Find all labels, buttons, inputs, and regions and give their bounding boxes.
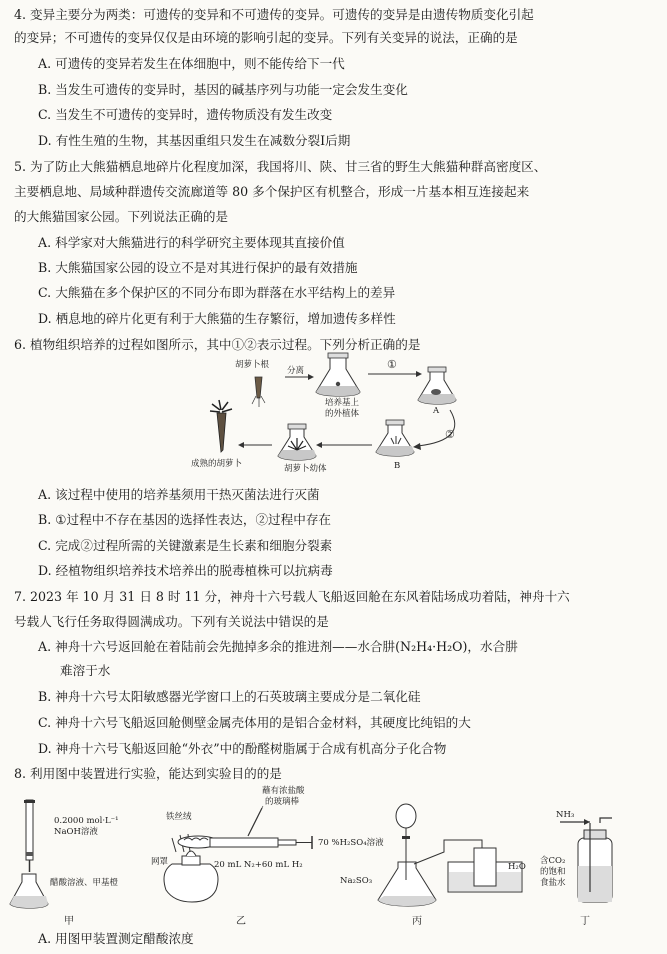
- q7-option-d: D. 神舟十六号飞船返回舱“外衣”中的酚醛树脂属于合成有机高分子化合物: [38, 741, 447, 756]
- jia-label-acetic: 醋酸溶液、甲基橙: [50, 878, 119, 888]
- q7-stem-line-2: 号载人飞行任务取得圆满成功。下列有关说法中错误的是: [14, 614, 329, 629]
- ding-label-nh3: NH₃: [556, 810, 575, 820]
- q4-option-b: B. 当发生可遗传的变异时，基因的碱基序列与功能一定会发生变化: [38, 82, 408, 97]
- ding-label-saturated: 的饱和: [540, 867, 566, 877]
- root-label: 胡萝卜根: [235, 360, 270, 370]
- q6-stem: 6. 植物组织培养的过程如图所示，其中①②表示过程。下列分析正确的是: [14, 337, 421, 352]
- bing-label-acid: 70 %H₂SO₄溶液: [318, 838, 384, 848]
- explant-label-1: 培养基上: [325, 398, 360, 408]
- q4-option-d: D. 有性生殖的生物，其基因重组只发生在减数分裂Ⅰ后期: [38, 133, 351, 148]
- bing-label-sulfite: Na₂SO₃: [340, 876, 373, 886]
- q4-option-a: A. 可遗传的变异若发生在体细胞中，则不能传给下一代: [38, 56, 345, 71]
- yi-label-iron-wool: 铁丝绒: [166, 812, 192, 822]
- q4-stem-line-1: 4. 变异主要分为两类：可遗传的变异和不可遗传的变异。可遗传的变异是由遗传物质变化引起: [14, 7, 534, 22]
- q4-stem-line-2: 的变异；不可遗传的变异仅仅是由环境的影响引起的变异。下列有关变异的说法，正确的是: [14, 30, 518, 45]
- q6-option-a: A. 该过程中使用的培养基须用干热灭菌法进行灭菌: [38, 487, 320, 502]
- q7-option-a-cont: 难溶于水: [60, 663, 111, 678]
- q7-option-a: A. 神舟十六号返回舱在着陆前会先抛掉多余的推进剂——水合肼(N₂H₄·H₂O)，水合肼: [38, 639, 518, 654]
- q8-option-a: A. 用图甲装置测定醋酸浓度: [38, 931, 194, 946]
- q5-option-a: A. 科学家对大熊猫进行的科学研究主要体现其直接价值: [38, 235, 345, 250]
- caption-ding: 丁: [580, 916, 590, 927]
- explant-label-2: 的外植体: [325, 409, 360, 419]
- step2-marker: ②: [445, 428, 455, 441]
- q5-stem-line-1: 5. 为了防止大熊猫栖息地碎片化程度加深，我国将川、陕、甘三省的野生大熊猫种群高密度区、: [14, 159, 547, 174]
- bing-label-water: H₂O: [508, 862, 526, 872]
- q6-option-b: B. ①过程中不存在基因的选择性表达，②过程中存在: [38, 512, 332, 527]
- q6-option-c: C. 完成②过程所需的关键激素是生长素和细胞分裂素: [38, 538, 333, 553]
- q7-stem-line-1: 7. 2023 年 10 月 31 日 8 时 11 分，神舟十六号载人飞船返回舱在东风着陆场成功着陆，神舟十六: [14, 589, 570, 604]
- q6-option-d: D. 经植物组织培养技术培养出的脱毒植株可以抗病毒: [38, 563, 333, 578]
- ding-label-co2: 含CO₂: [540, 856, 566, 866]
- caption-bing: 丙: [412, 916, 422, 927]
- jia-label-conc: 0.2000 mol·L⁻¹: [54, 816, 119, 826]
- q7-option-b: B. 神舟十六号太阳敏感器光学窗口上的石英玻璃主要成分是二氧化硅: [38, 689, 421, 704]
- q5-stem-line-3: 的大熊猫国家公园。下列说法正确的是: [14, 209, 229, 224]
- q5-stem-line-2: 主要栖息地、局域种群遗传交流廊道等 80 多个保护区有机整合，形成一片基本相互连接起来: [14, 184, 530, 199]
- yi-label-hcl-2: 的玻璃棒: [265, 797, 300, 807]
- yi-label-gas: 20 mL N₂+60 mL H₂: [214, 860, 303, 870]
- q8-stem: 8. 利用图中装置进行实验，能达到实验目的的是: [14, 766, 282, 781]
- yi-label-mesh: 网罩: [151, 857, 169, 867]
- q5-option-d: D. 栖息地的碎片化更有利于大熊猫的生存繁衍，增加遗传多样性: [38, 311, 396, 326]
- yi-label-hcl-1: 蘸有浓盐酸: [262, 786, 305, 796]
- q5-option-b: B. 大熊猫国家公园的设立不是对其进行保护的最有效措施: [38, 260, 358, 275]
- q5-option-c: C. 大熊猫在多个保护区的不同分布即为群落在水平结构上的差异: [38, 285, 396, 300]
- seedling-label: 胡萝卜幼体: [284, 464, 327, 474]
- step1-marker: ①: [387, 358, 397, 371]
- mature-carrot-label: 成熟的胡萝卜: [191, 459, 243, 469]
- caption-jia: 甲: [64, 916, 74, 927]
- q4-option-c: C. 当发生不可遗传的变异时，遗传物质没有发生改变: [38, 107, 333, 122]
- caption-yi: 乙: [236, 916, 246, 927]
- separate-label: 分离: [287, 366, 305, 376]
- jia-label-naoh: NaOH溶液: [54, 827, 98, 837]
- ding-label-brine: 食盐水: [540, 878, 566, 888]
- flask-b-label: B: [394, 461, 401, 471]
- flask-a-label: A: [433, 406, 440, 416]
- q7-option-c: C. 神舟十六号飞船返回舱侧壁金属壳体用的是铝合金材料，其硬度比纯铝的大: [38, 715, 471, 730]
